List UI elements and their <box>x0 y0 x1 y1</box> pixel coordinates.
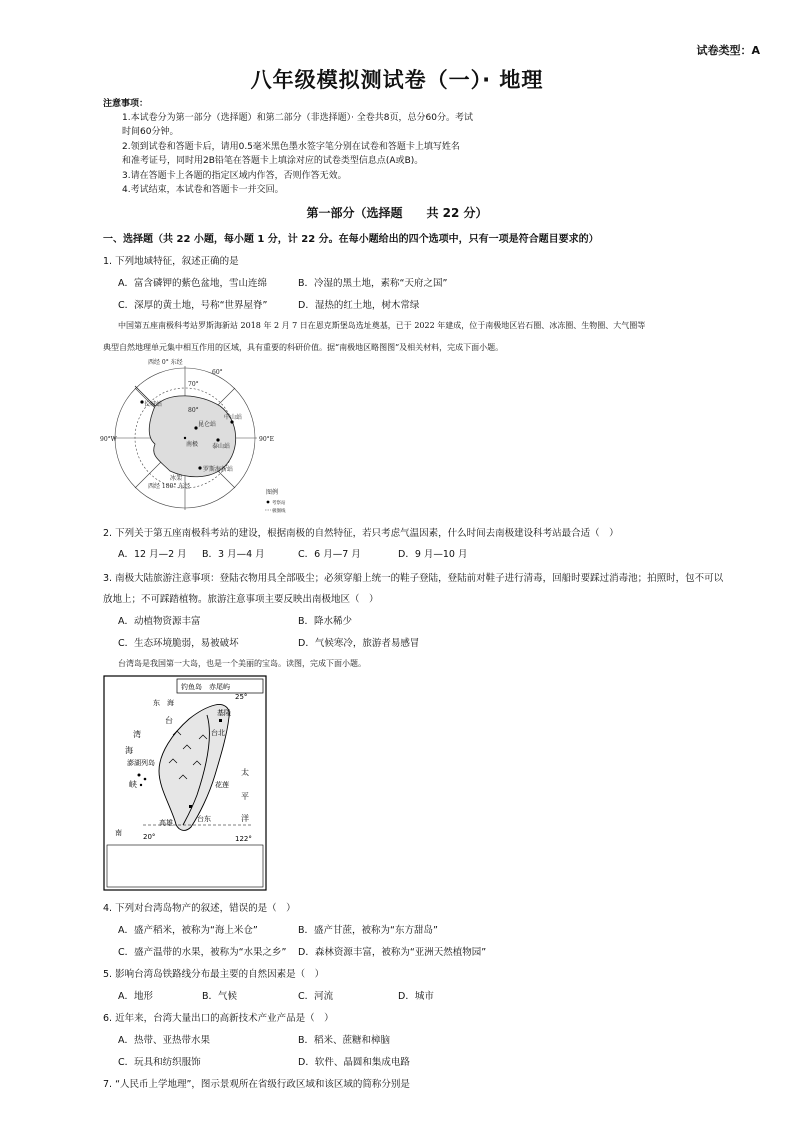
map-taipei: 台北 <box>211 729 225 737</box>
map-label-top: 西经 0° 东经 <box>148 359 183 366</box>
question-6-stem: 6. 近年来，台湾大量出口的高新技术产业产品是（ ） <box>103 1013 334 1024</box>
question-5-option-a: A．地形 <box>118 991 153 1002</box>
page-title: 八年级模拟测试卷（一）· 地理 <box>250 68 544 92</box>
map-east-sea: 东 海 <box>153 699 174 707</box>
question-3-option-a: A．动植物资源丰富 <box>118 616 201 627</box>
map-label-iceshelf: 冰架 <box>170 475 183 482</box>
map-kaohsiung: 高雄 <box>159 819 173 827</box>
map-lat25: 25° <box>235 693 248 701</box>
notice-line: 4.考试结束，本试卷和答题卡一并交回。 <box>122 185 284 195</box>
taiwan-map <box>103 675 267 891</box>
map-legend-title: 图例 <box>266 489 279 496</box>
map-south: 南 <box>115 829 122 837</box>
passage-antarctic-line: 典型自然地理单元集中相互作用的区域，具有重要的科研价值。据“南极地区略图图”及相关材料，完成下面小题。 <box>103 343 504 352</box>
question-6-option-d: D．软件、晶圆和集成电路 <box>298 1057 410 1068</box>
map-label-kunlun: 昆仑站 <box>198 421 217 428</box>
map-hualien: 花莲 <box>215 781 229 789</box>
passage-antarctic-line: 中国第五座南极科考站罗斯海新站 2018 年 2 月 7 日在恩克斯堡岛选址奠基，已于 2022 年建成，位于南极地区岩石圈、冰冻圈、生物圈、大气圈等 <box>118 321 646 330</box>
passage-taiwan: 台湾岛是我国第一大岛，也是一个美丽的宝岛。读图，完成下面小题。 <box>118 659 366 668</box>
map-inset-islands: 钓鱼岛 赤尾屿 <box>181 683 230 691</box>
question-4-option-a: A．盛产稻米，被称为“海上米仓” <box>118 925 258 936</box>
map-pacific-2: 平 <box>241 792 249 801</box>
question-5-option-c: C．河流 <box>298 991 334 1002</box>
question-3-stem-cont: 放地上；不可踩踏植物。旅游注意事项主要反映出南极地区（ ） <box>103 594 379 605</box>
question-3-stem: 3. 南极大陆旅游注意事项：登陆衣物用具全部吸尘；必须穿船上统一的鞋子登陆，登陆前对鞋子进行清毒，回船时要踩过消毒池；拍照时，包不可以 <box>103 573 724 584</box>
section-heading: 一、选择题（共 22 小题，每小题 1 分，计 22 分。在每小题给出的四个选项中，只有一项是符合题目要求的） <box>103 234 599 245</box>
question-4-option-b: B．盛产甘蔗，被称为“东方甜岛” <box>298 925 438 936</box>
question-1-stem: 1. 下列地域特征，叙述正确的是 <box>103 256 239 267</box>
map-label-lat60: 60° <box>212 369 223 376</box>
map-strait-3: 海 <box>125 746 133 755</box>
question-7-stem: 7. “人民币上学地理”，图示景观所在省级行政区域和该区域的简称分别是 <box>103 1079 410 1090</box>
notice-line: 1.本试卷分为第一部分（选择题）和第二部分（非选择题）· 全卷共8页，总分60分。考试 <box>122 113 473 123</box>
map-strait-4: 峡 <box>129 780 137 789</box>
question-5-option-d: D．城市 <box>398 991 434 1002</box>
question-2-option-a: A．12 月—2 月 <box>118 549 187 560</box>
question-1-option-c: C．深厚的黄土地，号称“世界屋脊” <box>118 300 268 311</box>
map-pacific-1: 太 <box>241 768 249 777</box>
question-5-option-b: B．气候 <box>202 991 238 1002</box>
part-title: 第一部分（选择题 共 22 分） <box>306 206 488 220</box>
map-legend-circle: 极圈线 <box>272 509 286 514</box>
antarctic-map <box>100 356 300 516</box>
map-label-90e: 90°E <box>259 436 275 443</box>
question-2-option-d: D．9 月—10 月 <box>398 549 468 560</box>
map-legend-station: 考察站 <box>272 501 286 506</box>
map-keelung: 基隆 <box>217 709 231 717</box>
map-lon122: 122° <box>235 835 252 843</box>
paper-type-label: 试卷类型：A <box>696 44 760 57</box>
notice-line: 和准考证号，同时用2B铅笔在答题卡上填涂对应的试卷类型信息点(A或B)。 <box>122 156 424 166</box>
question-3-option-b: B．降水稀少 <box>298 616 353 627</box>
notice-line: 3.请在答题卡上各题的指定区域内作答，否则作答无效。 <box>122 171 347 181</box>
map-pacific-3: 洋 <box>241 814 249 823</box>
question-3-option-d: D．气候寒冷，旅游者易感冒 <box>298 638 420 649</box>
question-1-option-a: A．富含磷钾的紫色盆地，雪山连绵 <box>118 278 267 289</box>
map-label-rosssea: 罗斯海新站 <box>203 466 234 473</box>
question-6-option-b: B．稻米、蔗糖和樟脑 <box>298 1035 391 1046</box>
question-5-stem: 5. 影响台湾岛铁路线分布最主要的自然因素是（ ） <box>103 969 325 980</box>
question-4-option-d: D．森林资源丰富，被称为“亚洲天然植物园” <box>298 947 487 958</box>
question-6-option-c: C．玩具和纺织服饰 <box>118 1057 201 1068</box>
map-label-bottom: 西经 180° 东经 <box>148 483 191 490</box>
question-4-option-c: C．盛产温带的水果，被称为“水果之乡” <box>118 947 287 958</box>
question-2-option-b: B．3 月—4 月 <box>202 549 265 560</box>
question-1-option-d: D．湿热的红土地，树木常绿 <box>298 300 420 311</box>
map-label-90w: 90°W <box>100 436 117 443</box>
map-label-zhongshan: 中山站 <box>224 414 243 421</box>
map-strait-1: 台 <box>165 716 173 725</box>
notice-heading: 注意事项： <box>103 99 149 109</box>
question-2-stem: 2. 下列关于第五座南极科考站的建设，根据南极的自然特征，若只考虑气温因素，什么时间去南极建设科考站最合适（ ） <box>103 528 619 539</box>
map-label-changcheng: 长城站 <box>144 401 163 408</box>
question-3-option-c: C．生态环境脆弱，易被破坏 <box>118 638 239 649</box>
map-label-taishan: 泰山站 <box>212 443 231 450</box>
question-6-option-a: A．热带、亚热带水果 <box>118 1035 210 1046</box>
question-1-option-b: B．冷湿的黑土地，素称“天府之国” <box>298 278 448 289</box>
question-2-option-c: C．6 月—7 月 <box>298 549 361 560</box>
map-lat20: 20° <box>143 833 156 841</box>
question-4-stem: 4. 下列对台湾岛物产的叙述，错误的是（ ） <box>103 903 296 914</box>
map-label-pole: 南极 <box>186 441 199 448</box>
map-label-lat80: 80° <box>188 407 199 414</box>
map-penghu: 澎湖列岛 <box>127 759 155 767</box>
map-strait-2: 湾 <box>133 730 141 739</box>
notice-line: 2.领到试卷和答题卡后，请用0.5毫米黑色墨水签字笔分别在试卷和答题卡上填写姓名 <box>122 142 460 152</box>
map-label-lat70: 70° <box>188 381 199 388</box>
map-taitung: 台东 <box>197 815 211 823</box>
notice-line: 时间60分钟。 <box>122 127 179 137</box>
